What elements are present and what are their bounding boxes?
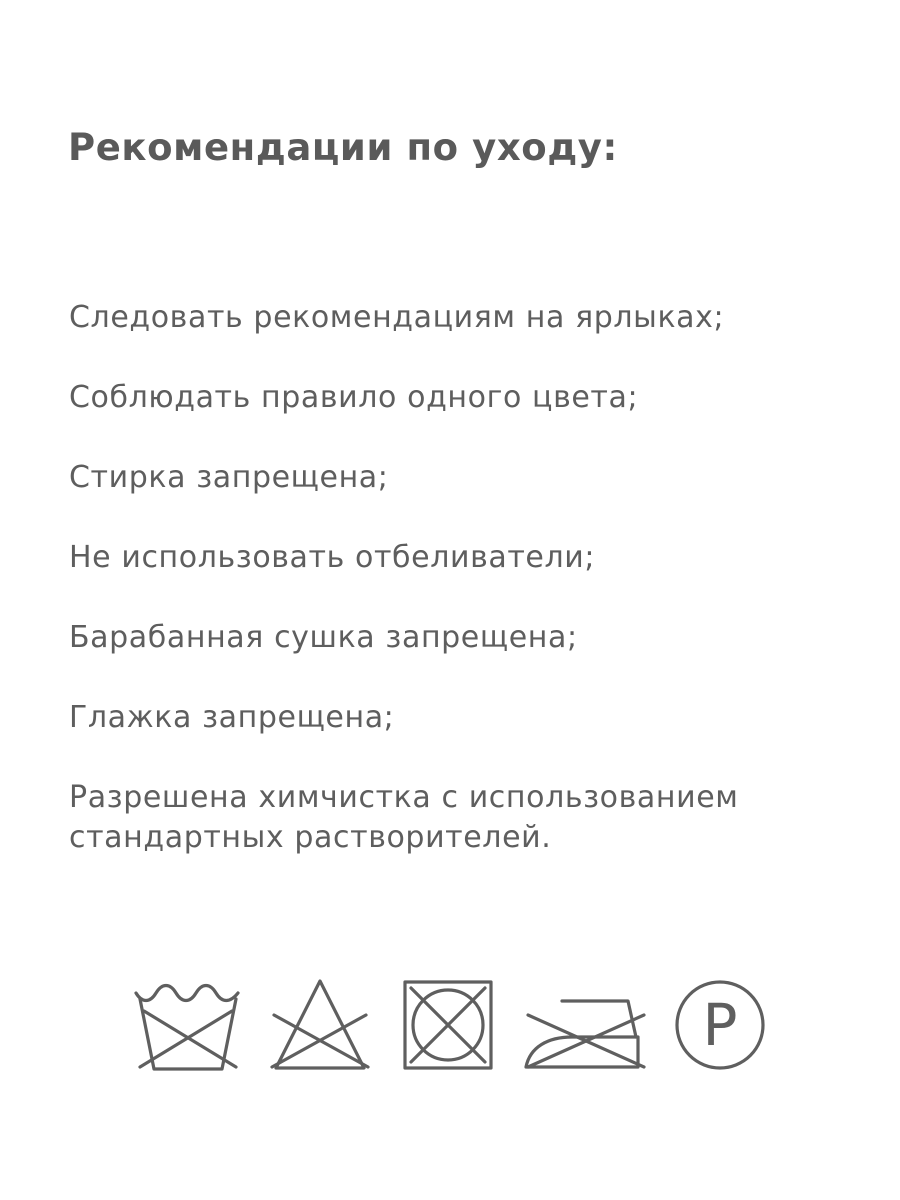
do-not-iron-icon — [520, 975, 652, 1075]
care-item-one-color: Соблюдать правило одного цвета; — [69, 380, 639, 415]
page-title: Рекомендации по уходу: — [68, 126, 618, 169]
care-list — [69, 298, 849, 858]
care-item-no-bleach: Не использовать отбеливатели; — [69, 540, 596, 575]
do-not-wash-icon — [132, 975, 244, 1075]
care-item-no-tumble-dry: Барабанная сушка запрещена; — [69, 620, 578, 655]
do-not-tumble-dry-icon — [400, 975, 496, 1075]
care-item-dry-clean: Разрешена химчистка с использованием стандартных растворителей. — [69, 780, 739, 855]
care-item-no-iron: Глажка запрещена; — [69, 700, 395, 735]
care-symbols-row — [0, 975, 900, 1085]
care-item-no-wash: Стирка запрещена; — [69, 460, 389, 495]
do-not-bleach-icon — [268, 975, 372, 1075]
dry-clean-letter: P — [702, 991, 738, 1059]
dry-clean-p-icon — [672, 975, 768, 1075]
care-item-follow-labels: Следовать рекомендациям на ярлыках; — [69, 300, 725, 335]
